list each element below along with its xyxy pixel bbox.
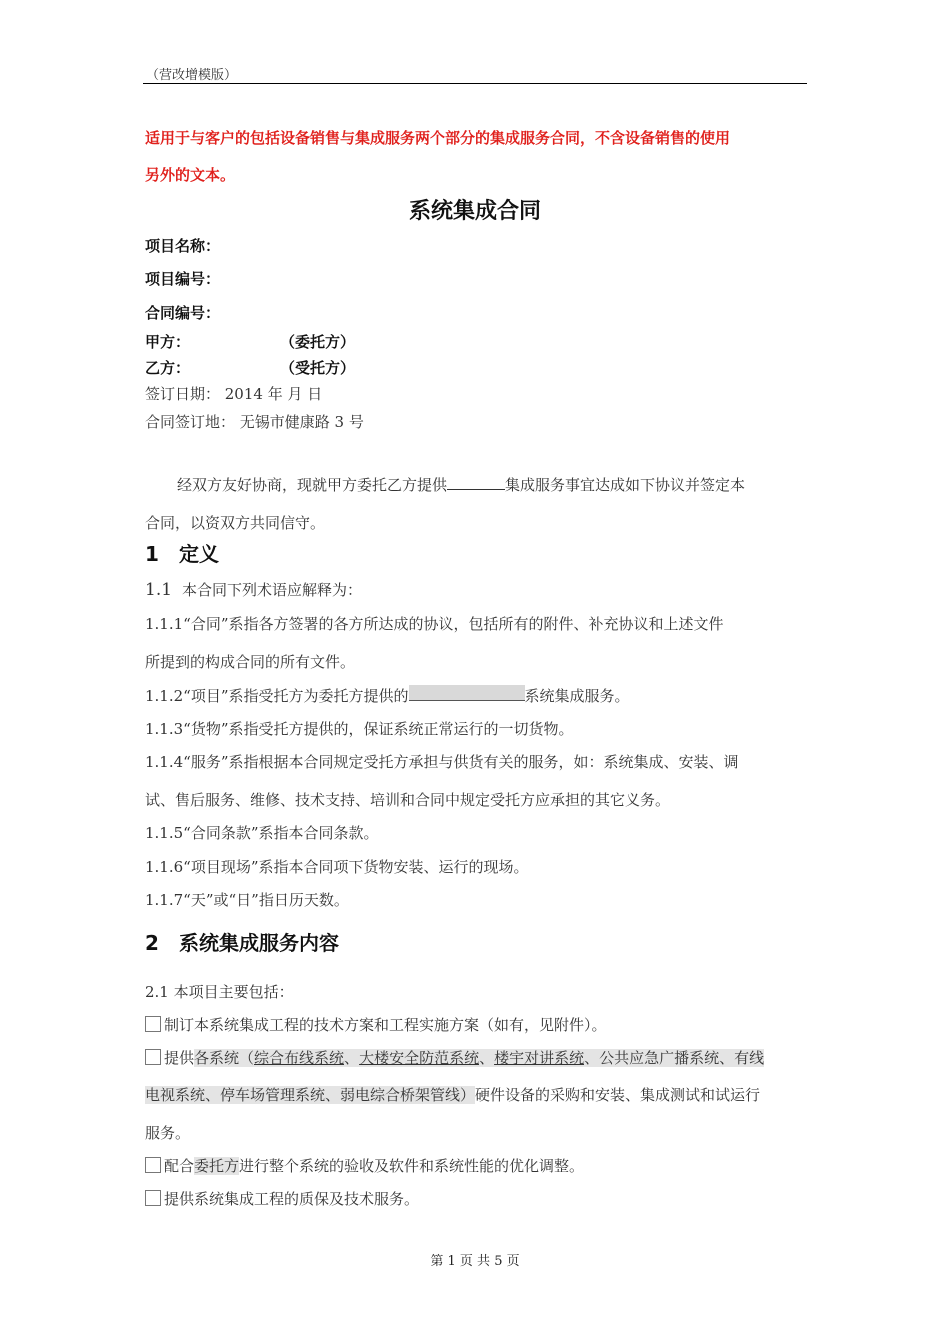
project-number-label: 项目编号：	[145, 270, 221, 288]
scope-item-3	[145, 1155, 584, 1176]
intro-text-1: 经双方友好协商，现就甲方委托乙方提供	[177, 476, 448, 494]
sign-place: 合同签订地： 无锡市健康路 3 号	[145, 413, 364, 431]
scope-item-2-line-3: 服务。	[145, 1124, 191, 1142]
clause-1-1-number: 1.1	[145, 580, 173, 600]
subsystem-intercom: 楼宇对讲系统	[494, 1049, 585, 1067]
clause-1-1-text: 本合同下列术语应解释为：	[182, 581, 363, 599]
clause-1-1-2	[145, 685, 630, 706]
page-number: 第 1 页 共 5 页	[430, 1254, 520, 1269]
party-b-role: （受托方）	[280, 359, 356, 377]
scope-item-2-line-2	[145, 1084, 760, 1105]
intro-line-1	[177, 474, 745, 495]
party-b-label: 乙方：	[145, 359, 191, 377]
header-label: （营改增模版）	[146, 68, 238, 83]
clause-1-1-2-text-1: 1.1.2“项目”系指受托方为委托方提供的	[145, 687, 409, 705]
separator: 、	[344, 1049, 360, 1067]
party-a-label: 甲方：	[145, 333, 191, 351]
clause-1-1-2-text-2: 系统集成服务。	[524, 687, 630, 705]
scope-item-1	[145, 1014, 607, 1035]
clause-1-1-6: 1.1.6“项目现场”系指本合同项下货物安装、运行的现场。	[145, 858, 529, 876]
clause-1-1-7: 1.1.7“天”或“日”指日历天数。	[145, 891, 349, 909]
scope-item-4	[145, 1188, 419, 1209]
separator: 、	[479, 1049, 495, 1067]
intro-text-2: 集成服务事宜达成如下协议并签定本	[505, 476, 746, 494]
scope-item-4-text: 提供系统集成工程的质保及技术服务。	[164, 1190, 420, 1208]
scope-item-2-text-a: 提供	[164, 1049, 195, 1067]
scope-item-2-highlight: 电视系统、停车场管理系统、弱电综合桥架管线）	[145, 1086, 476, 1104]
scope-item-1-text: 制订本系统集成工程的技术方案和工程实施方案（如有，见附件）。	[164, 1016, 607, 1034]
notice-line-1: 适用于与客户的包括设备销售与集成服务两个部分的集成服务合同，不含设备销售的使用	[145, 129, 731, 147]
intro-line-2: 合同，以资双方共同信守。	[145, 514, 326, 532]
scope-item-2-rest: 硬件设备的采购和安装、集成测试和试运行	[475, 1086, 761, 1104]
party-a-role: （委托方）	[280, 333, 356, 351]
subsystem-cabling: 综合布线系统	[254, 1049, 345, 1067]
clause-1-1-1-line-1: 1.1.1“合同”系指各方签署的各方所达成的协议，包括所有的附件、补充协议和上述文件	[145, 615, 724, 633]
checkbox[interactable]	[145, 1049, 161, 1065]
header-divider	[143, 83, 807, 84]
system-name-blank	[409, 685, 525, 701]
sign-date: 签订日期： 2014 年 月 日	[145, 385, 323, 403]
document-title: 系统集成合同	[408, 199, 541, 224]
subsystem-security: 大楼安全防范系统	[359, 1049, 480, 1067]
project-name-label: 项目名称：	[145, 237, 221, 255]
contract-number-label: 合同编号：	[145, 304, 221, 322]
clause-1-1	[145, 579, 362, 600]
section-2-number: 2	[145, 931, 159, 955]
scope-item-2-text-b: 各系统（	[194, 1049, 255, 1067]
checkbox[interactable]	[145, 1157, 161, 1173]
checkbox[interactable]	[145, 1016, 161, 1032]
scope-item-2-text-c: 、公共应急广播系统、有线	[584, 1049, 765, 1067]
section-2-heading	[145, 927, 339, 956]
clause-1-1-5: 1.1.5“合同条款”系指本合同条款。	[145, 824, 379, 842]
scope-item-2-line-1	[145, 1047, 764, 1068]
notice-line-2: 另外的文本。	[145, 166, 236, 184]
service-blank	[447, 489, 505, 490]
clause-1-1-3: 1.1.3“货物”系指受托方提供的，保证系统正常运行的一切货物。	[145, 720, 574, 738]
checkbox[interactable]	[145, 1190, 161, 1206]
clause-2-1: 2.1 本项目主要包括：	[145, 983, 294, 1001]
section-1-title: 定义	[179, 542, 219, 566]
section-1-number: 1	[145, 542, 159, 566]
scope-item-3-highlight: 委托方	[194, 1157, 240, 1175]
clause-1-1-4-line-1: 1.1.4“服务”系指根据本合同规定受托方承担与供货有关的服务，如：系统集成、安装、调	[145, 753, 739, 771]
scope-item-3-text-b: 进行整个系统的验收及软件和系统性能的优化调整。	[239, 1157, 585, 1175]
clause-1-1-4-line-2: 试、售后服务、维修、技术支持、培训和合同中规定受托方应承担的其它义务。	[145, 791, 671, 809]
clause-1-1-1-line-2: 所提到的构成合同的所有文件。	[145, 653, 356, 671]
section-2-title: 系统集成服务内容	[179, 931, 339, 955]
scope-item-3-text-a: 配合	[164, 1157, 195, 1175]
section-1-heading	[145, 538, 219, 567]
